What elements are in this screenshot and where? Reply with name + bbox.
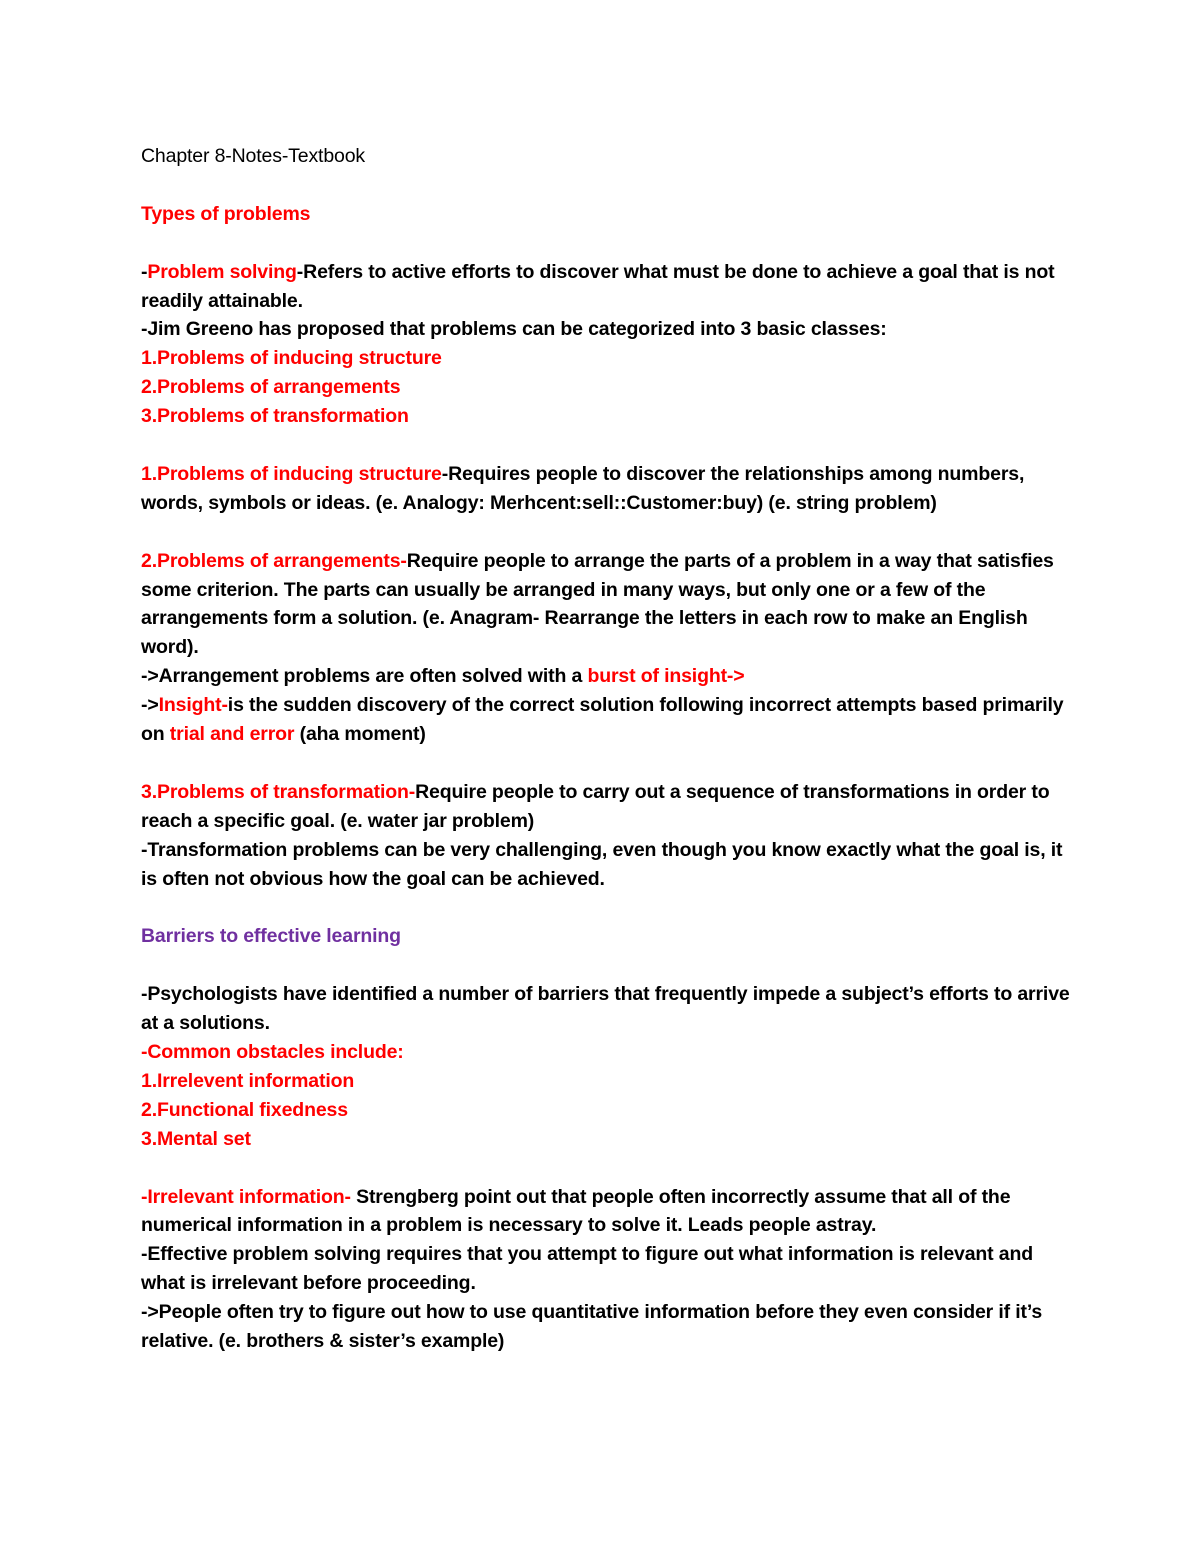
dash: - bbox=[141, 260, 148, 283]
barriers-intro: -Psychologists have identified a number of barriers that frequently impede a subject’s efforts to arrive at a solutions. bbox=[141, 983, 1070, 1035]
definition-text: -Refers to active efforts to discover what must be done to achieve a goal that is not readily attainable. bbox=[141, 260, 1055, 312]
paragraph-text: Require people to carry out a sequence of transformations in order to reach a specific goal. (e. water jar problem) bbox=[141, 780, 1050, 832]
problem-solving-definition bbox=[141, 258, 1071, 316]
arrangement-insight-note bbox=[141, 662, 1071, 691]
paragraph-text: Strengberg point out that people often incorrectly assume that all of the numerical information in a problem is necessary to solve it. Leads people astray. bbox=[141, 1185, 1011, 1237]
inducing-structure-paragraph bbox=[141, 460, 1071, 518]
arrangements-paragraph bbox=[141, 547, 1071, 663]
insight-definition bbox=[141, 691, 1071, 749]
class-item: 1.Problems of inducing structure bbox=[141, 347, 442, 370]
obstacle-item: 2.Functional fixedness bbox=[141, 1098, 348, 1121]
term-irrelevant-information: -Irrelevant information- bbox=[141, 1185, 351, 1208]
term-insight: Insight- bbox=[158, 694, 228, 717]
quantitative-information-note: ->People often try to figure out how to use quantitative information before they even consider if it’s relative. (e. brothers & sister’s example) bbox=[141, 1301, 1043, 1353]
obstacles-label: -Common obstacles include: bbox=[141, 1040, 404, 1063]
term-burst-of-insight: burst of insight-> bbox=[587, 665, 745, 688]
definition-tail: (aha moment) bbox=[294, 723, 426, 746]
class-item: 3.Problems of transformation bbox=[141, 405, 409, 428]
arrow: -> bbox=[141, 694, 159, 717]
greeno-statement: -Jim Greeno has proposed that problems can be categorized into 3 basic classes: bbox=[141, 318, 887, 341]
transformation-note: -Transformation problems can be very challenging, even though you know exactly what the goal is, it is often not obvious how the goal can be achieved. bbox=[141, 838, 1063, 890]
note-text: ->Arrangement problems are often solved with a bbox=[141, 665, 588, 688]
term-inducing-structure: 1.Problems of inducing structure bbox=[141, 462, 442, 485]
term-problem-solving: Problem solving bbox=[147, 260, 297, 283]
irrelevant-information-paragraph bbox=[141, 1183, 1071, 1241]
section-heading-barriers: Barriers to effective learning bbox=[141, 925, 401, 948]
transformation-paragraph bbox=[141, 778, 1071, 836]
section-heading-types-of-problems: Types of problems bbox=[141, 202, 311, 225]
term-trial-and-error: trial and error bbox=[169, 723, 295, 746]
class-item: 2.Problems of arrangements bbox=[141, 376, 401, 399]
document-title: Chapter 8-Notes-Textbook bbox=[141, 145, 366, 167]
obstacle-item: 1.Irrelevent information bbox=[141, 1069, 355, 1092]
obstacle-item: 3.Mental set bbox=[141, 1127, 251, 1150]
effective-problem-solving-note: -Effective problem solving requires that you attempt to figure out what information is relevant and what is irrelevant before proceeding. bbox=[141, 1243, 1034, 1295]
term-arrangements: 2.Problems of arrangements- bbox=[141, 549, 407, 572]
paragraph-text: -Requires people to discover the relationships among numbers, words, symbols or ideas. (e. Analogy: Merhcent:sell::Customer:buy) (e. string problem) bbox=[141, 462, 1025, 514]
paragraph-text: Require people to arrange the parts of a problem in a way that satisfies some criterion. The parts can usually be arranged in many ways, but only one or a few of the arrangements form a solution. (e. Anagram- Rearrange the letters in each row to make an English word). bbox=[141, 549, 1054, 659]
term-transformation: 3.Problems of transformation- bbox=[141, 780, 416, 803]
document-body bbox=[141, 142, 1071, 1356]
definition-text: is the sudden discovery of the correct solution following incorrect attempts based primarily on bbox=[141, 694, 1064, 746]
